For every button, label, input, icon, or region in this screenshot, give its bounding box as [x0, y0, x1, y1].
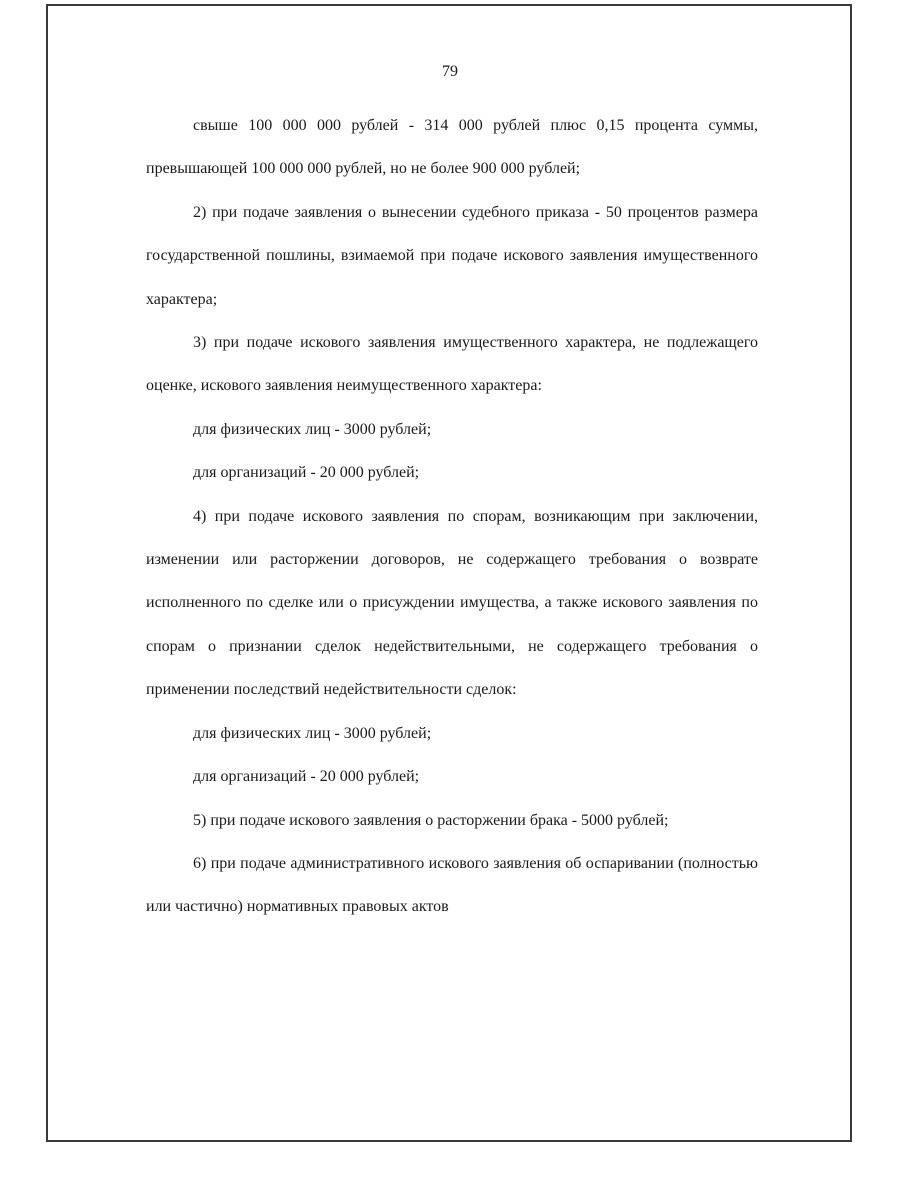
- paragraph-item-3-organizations-fee: для организаций - 20 000 рублей;: [193, 464, 420, 482]
- paragraph-item-4-individuals-fee: для физических лиц - 3000 рублей;: [193, 724, 432, 742]
- paragraph-item-4-contract-disputes: 4) при подаче искового заявления по спорам, возникающим при заключении, изменении или расторжении договоров, не содержащего требования о возврате исполненного по сделке или о присуждении имущества, а также искового заявления по спорам о признании сделок недействительными, не содержащего требования о применении последствий недействительности сделок:: [146, 507, 758, 699]
- paragraph-item-3-individuals-fee: для физических лиц - 3000 рублей;: [193, 420, 432, 438]
- paragraph-item-3-non-assessable-claim: 3) при подаче искового заявления имущественного характера, не подлежащего оценке, искового заявления неимущественного характера:: [146, 334, 758, 395]
- paragraph-item-4-organizations-fee: для организаций - 20 000 рублей;: [193, 768, 420, 786]
- document-body: [146, 104, 758, 929]
- paragraph-item-5-divorce: 5) при подаче искового заявления о расторжении брака - 5000 рублей;: [193, 811, 669, 829]
- paragraph-amount-over-100m: свыше 100 000 000 рублей - 314 000 рублей плюс 0,15 процента суммы, превышающей 100 000 000 рублей, но не более 900 000 рублей;: [146, 117, 758, 178]
- paragraph-item-6-administrative-claim: 6) при подаче административного искового заявления об оспаривании (полностью или частично) нормативных правовых актов: [146, 854, 758, 916]
- document-page: [46, 4, 852, 1142]
- paragraph-item-2-court-order: 2) при подаче заявления о вынесении судебного приказа - 50 процентов размера государственной пошлины, взимаемой при подаче искового заявления имущественного характера;: [146, 203, 758, 308]
- page-number: 79: [442, 63, 458, 80]
